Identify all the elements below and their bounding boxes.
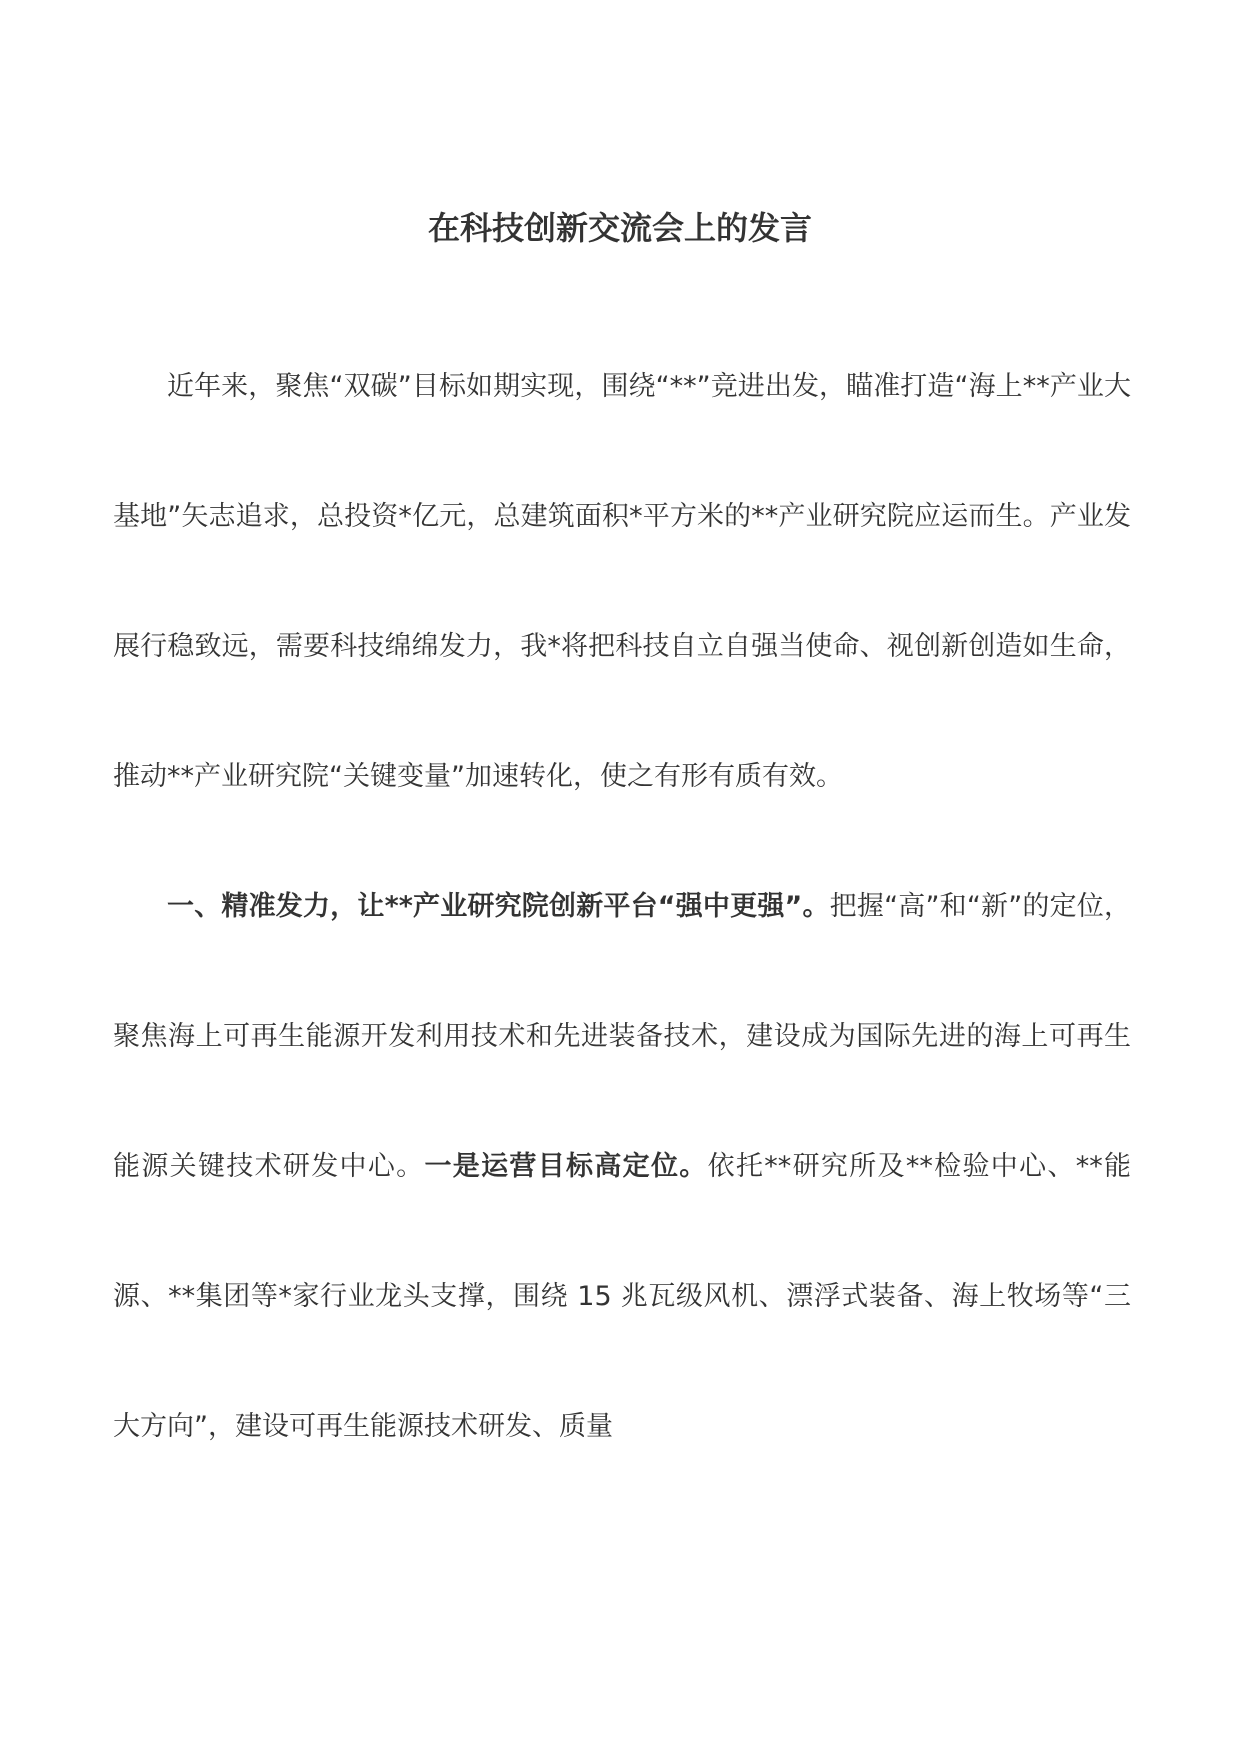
paragraph-intro — [113, 322, 1131, 842]
paragraph-text: 近年来，聚焦“双碳”目标如期实现，围绕“**”竞进出发，瞄准打造“海上**产业大基地”矢志追求，总投资*亿元，总建筑面积*平方米的**产业研究院应运而生。产业发展行稳致远，需要科技绵绵发力，我*将把科技自立自强当使命、视创新创造如生命，推动**产业研究院“关键变量”加速转化，使之有形有质有效。 — [113, 371, 1132, 792]
document-title: 在科技创新交流会上的发言 — [427, 209, 812, 247]
section-heading: 一、精准发力，让**产业研究院创新平台“强中更强”。 — [167, 891, 830, 922]
document-body — [113, 322, 1131, 1492]
subpoint-heading: 一是运营目标高定位。 — [424, 1151, 708, 1182]
paragraph-section-one — [113, 842, 1131, 1492]
paragraph-text: 把握“高”和“新”的定位，聚焦海上可再生能源开发利用技术和先进装备技术，建设成为国际先进的海上可再生能源关键技术研发中心。 — [113, 891, 1131, 1182]
paragraph-text: 依托**研究所及**检验中心、**能源、**集团等*家行业龙头支撑，围绕 15 兆瓦级风机、漂浮式装备、海上牧场等“三大方向”，建设可再生能源技术研发、质量 — [113, 1151, 1132, 1442]
